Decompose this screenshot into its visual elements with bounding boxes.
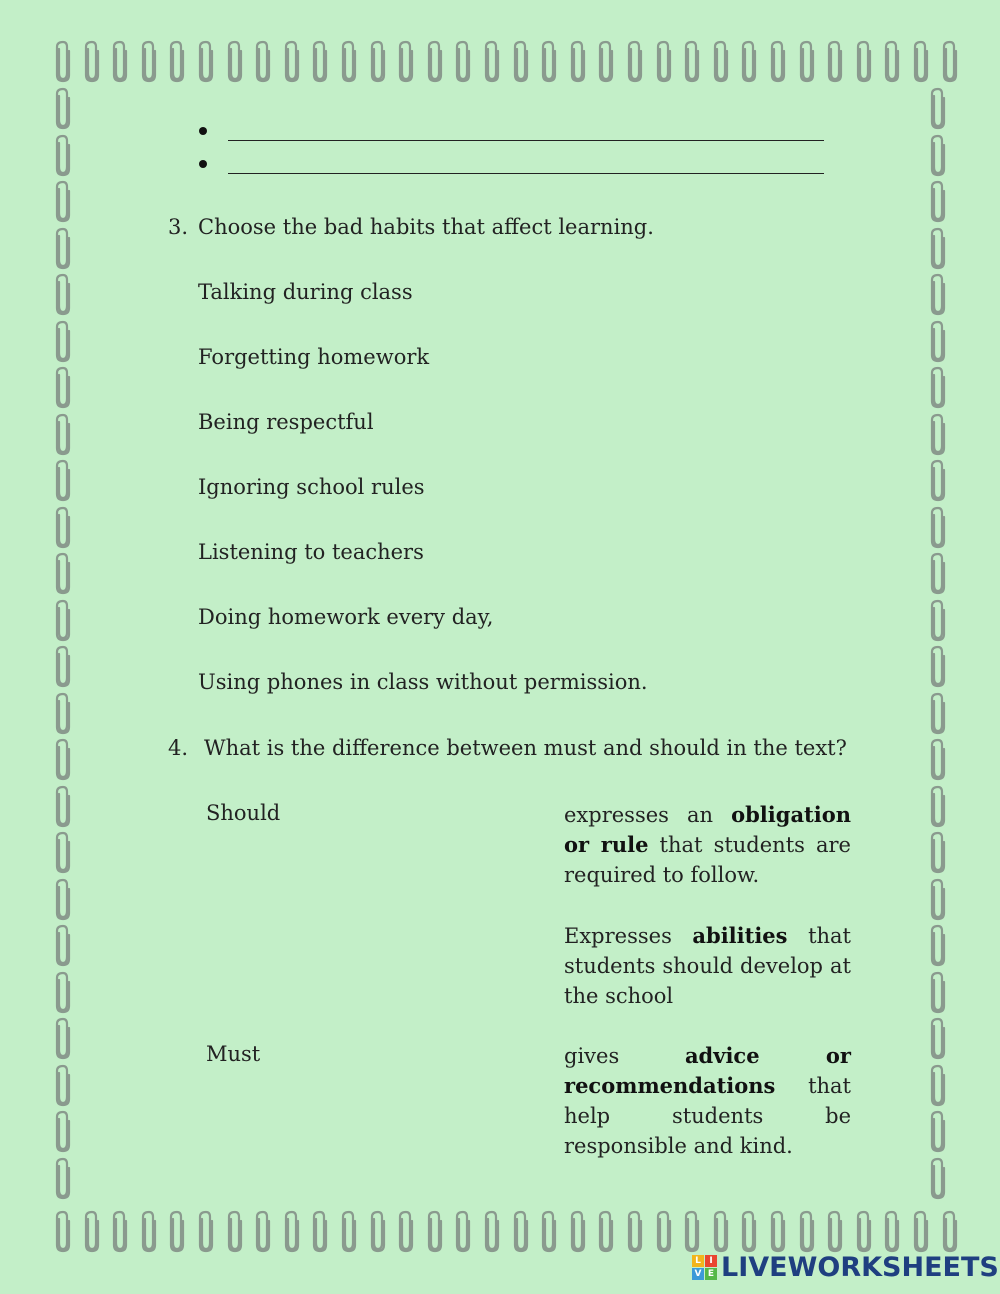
paperclip-icon — [167, 1209, 187, 1253]
paperclip-icon — [53, 505, 73, 549]
paperclip-icon — [53, 877, 73, 921]
paperclip-icon — [568, 1209, 588, 1253]
paperclip-icon — [53, 1156, 73, 1200]
paperclip-icon — [854, 1209, 874, 1253]
paperclip-icon — [53, 179, 73, 223]
paperclip-icon — [928, 877, 948, 921]
paperclip-icon — [928, 412, 948, 456]
paperclip-icon — [139, 39, 159, 83]
paperclip-icon — [596, 1209, 616, 1253]
paperclip-icon — [928, 179, 948, 223]
paperclip-icon — [511, 1209, 531, 1253]
paperclip-icon — [911, 1209, 931, 1253]
paperclip-icon — [739, 39, 759, 83]
paperclip-icon — [453, 39, 473, 83]
paperclip-icon — [167, 39, 187, 83]
paperclip-icon — [53, 551, 73, 595]
paperclip-icon — [854, 39, 874, 83]
paperclip-icon — [882, 1209, 902, 1253]
paperclip-icon — [928, 784, 948, 828]
paperclip-icon — [882, 39, 902, 83]
paperclip-icon — [53, 39, 73, 83]
paperclip-icon — [82, 1209, 102, 1253]
paperclip-icon — [53, 737, 73, 781]
paperclip-icon — [482, 39, 502, 83]
paperclip-icon — [928, 598, 948, 642]
paperclip-icon — [53, 1063, 73, 1107]
paperclip-icon — [682, 1209, 702, 1253]
option-item[interactable]: Doing homework every day, — [198, 605, 494, 629]
paperclip-icon — [53, 644, 73, 688]
paperclip-icon — [928, 970, 948, 1014]
paperclip-icon — [53, 412, 73, 456]
paperclip-icon — [825, 39, 845, 83]
term-should[interactable]: Should — [206, 801, 281, 825]
definition-obligation[interactable]: expresses an obligation or rule that students are required to follow. — [564, 802, 851, 887]
paperclip-icon — [625, 39, 645, 83]
paperclip-icon — [940, 1209, 960, 1253]
paperclip-icon — [940, 39, 960, 83]
answer-line[interactable] — [228, 173, 824, 174]
paperclip-icon — [396, 1209, 416, 1253]
paperclip-icon — [911, 39, 931, 83]
option-item[interactable]: Using phones in class without permission. — [198, 670, 648, 694]
paperclip-icon — [928, 1109, 948, 1153]
paperclip-icon — [253, 1209, 273, 1253]
option-item[interactable]: Listening to teachers — [198, 540, 424, 564]
paperclip-icon — [511, 39, 531, 83]
paperclip-icon — [225, 39, 245, 83]
paperclip-icon — [53, 923, 73, 967]
paperclip-icon — [928, 133, 948, 177]
paperclip-icon — [928, 365, 948, 409]
paperclip-icon — [654, 39, 674, 83]
paperclip-icon — [928, 272, 948, 316]
paperclip-icon — [82, 39, 102, 83]
paperclip-icon — [596, 39, 616, 83]
option-item[interactable]: Being respectful — [198, 410, 374, 434]
paperclip-icon — [928, 319, 948, 363]
logo-letter: E — [705, 1268, 717, 1280]
paperclip-icon — [339, 39, 359, 83]
definition-abilities[interactable]: Expresses abilities that students should develop at the school — [564, 923, 851, 1008]
paperclip-icon — [253, 39, 273, 83]
paperclip-icon — [53, 319, 73, 363]
paperclip-icon — [625, 1209, 645, 1253]
paperclip-icon — [928, 691, 948, 735]
paperclip-icon — [53, 830, 73, 874]
paperclip-icon — [53, 458, 73, 502]
paperclip-icon — [928, 458, 948, 502]
paperclip-icon — [453, 1209, 473, 1253]
question-3-prompt: Choose the bad habits that affect learning. — [198, 215, 654, 239]
paperclip-icon — [396, 39, 416, 83]
question-3-number: 3. — [168, 215, 189, 239]
paperclip-icon — [928, 226, 948, 270]
paperclip-icon — [368, 1209, 388, 1253]
paperclip-icon — [196, 1209, 216, 1253]
paperclip-icon — [928, 1016, 948, 1060]
paperclip-icon — [53, 1109, 73, 1153]
question-4-prompt: What is the difference between must and should in the text? — [204, 736, 847, 760]
paperclip-border-right — [925, 84, 951, 1208]
paperclip-icon — [310, 1209, 330, 1253]
term-must[interactable]: Must — [206, 1042, 261, 1066]
paperclip-icon — [928, 923, 948, 967]
paperclip-icon — [53, 365, 73, 409]
logo-letter: L — [692, 1255, 704, 1267]
paperclip-icon — [768, 39, 788, 83]
paperclip-icon — [797, 1209, 817, 1253]
paperclip-icon — [196, 39, 216, 83]
question-4-number: 4. — [168, 736, 189, 760]
answer-line[interactable] — [228, 140, 824, 141]
paperclip-icon — [53, 133, 73, 177]
logo-letter: I — [705, 1255, 717, 1267]
paperclip-icon — [53, 1209, 73, 1253]
paperclip-icon — [928, 86, 948, 130]
paperclip-icon — [110, 39, 130, 83]
logo-text: LIVEWORKSHEETS — [721, 1252, 999, 1283]
paperclip-icon — [682, 39, 702, 83]
paperclip-icon — [310, 39, 330, 83]
paperclip-icon — [139, 1209, 159, 1253]
option-item[interactable]: Forgetting homework — [198, 345, 430, 369]
paperclip-icon — [711, 1209, 731, 1253]
option-item[interactable]: Ignoring school rules — [198, 475, 425, 499]
paperclip-icon — [339, 1209, 359, 1253]
paperclip-icon — [928, 1156, 948, 1200]
option-item[interactable]: Talking during class — [198, 280, 413, 304]
paperclip-icon — [928, 830, 948, 874]
logo-mark-icon — [692, 1255, 717, 1280]
definition-advice[interactable]: gives advice or recommendations that help students be responsible and kind. — [564, 1043, 851, 1158]
logo-letter: V — [692, 1268, 704, 1280]
paperclip-icon — [53, 86, 73, 130]
paperclip-icon — [53, 784, 73, 828]
liveworksheets-logo — [692, 1252, 999, 1283]
paperclip-icon — [928, 551, 948, 595]
paperclip-icon — [654, 1209, 674, 1253]
paperclip-icon — [739, 1209, 759, 1253]
paperclip-icon — [53, 598, 73, 642]
paperclip-icon — [53, 1016, 73, 1060]
paperclip-icon — [425, 39, 445, 83]
paperclip-icon — [928, 737, 948, 781]
paperclip-icon — [711, 39, 731, 83]
bullet-icon — [199, 160, 207, 168]
paperclip-icon — [225, 1209, 245, 1253]
paperclip-icon — [110, 1209, 130, 1253]
paperclip-icon — [928, 644, 948, 688]
paperclip-icon — [928, 1063, 948, 1107]
paperclip-icon — [282, 1209, 302, 1253]
paperclip-border-top — [50, 38, 950, 84]
paperclip-border-bottom — [50, 1208, 950, 1254]
paperclip-border-left — [50, 84, 76, 1208]
paperclip-icon — [797, 39, 817, 83]
paperclip-icon — [825, 1209, 845, 1253]
paperclip-icon — [53, 691, 73, 735]
paperclip-icon — [539, 39, 559, 83]
paperclip-icon — [425, 1209, 445, 1253]
paperclip-icon — [53, 226, 73, 270]
paperclip-icon — [53, 272, 73, 316]
bullet-icon — [199, 127, 207, 135]
paperclip-icon — [539, 1209, 559, 1253]
paperclip-icon — [568, 39, 588, 83]
paperclip-icon — [768, 1209, 788, 1253]
paperclip-icon — [928, 505, 948, 549]
paperclip-icon — [53, 970, 73, 1014]
paperclip-icon — [368, 39, 388, 83]
paperclip-icon — [482, 1209, 502, 1253]
paperclip-icon — [282, 39, 302, 83]
